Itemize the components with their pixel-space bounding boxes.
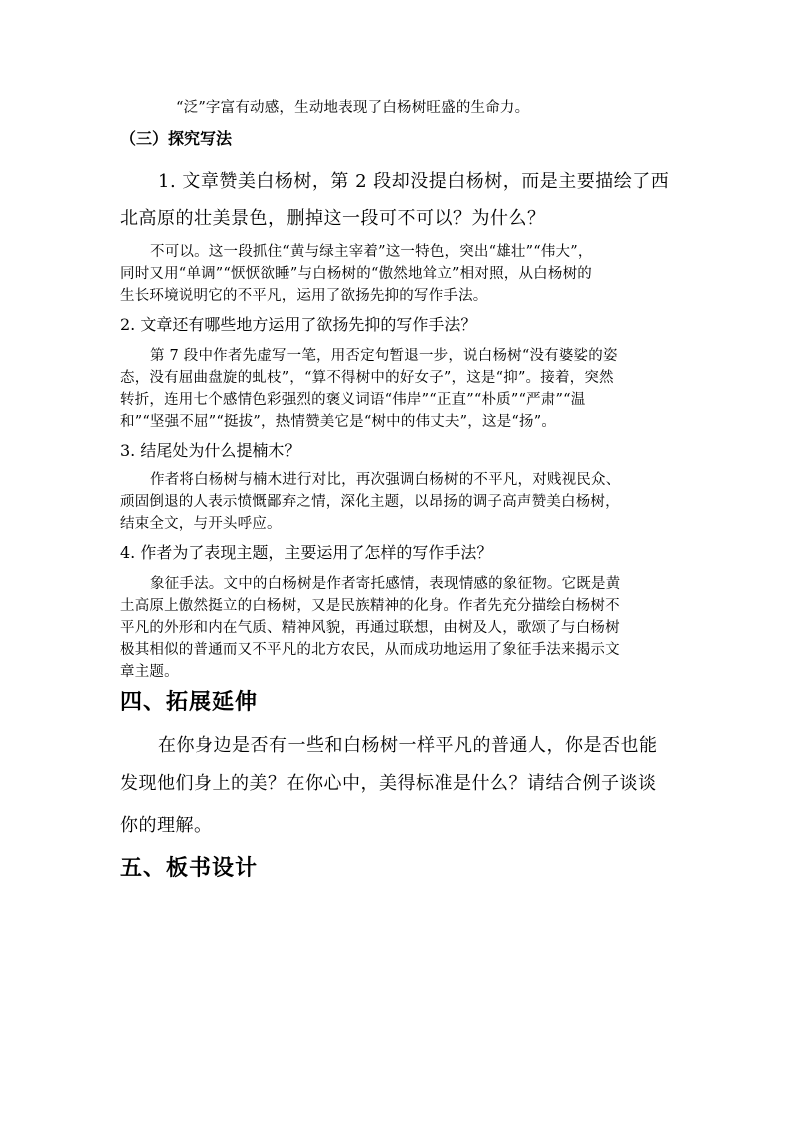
answer-4-line-5: 章主题。 [120,664,179,680]
top-note: “泛”字富有动感，生动地表现了白杨树旺盛的生命力。 [176,100,530,116]
subheading-explore-writing: （三）探究写法 [120,129,233,148]
answer-3-line-3: 结束全文，与开头呼应。 [120,516,282,532]
section-four-line-3: 你的理解。 [120,815,213,836]
answer-2-line-1: 第 7 段中作者先虚写一笔，用否定句暂退一步，说白杨树“没有婆娑的姿 [150,348,618,364]
answer-2-line-3: 转折，连用七个感情色彩强烈的褒义词语“伟岸”“正直”“朴质”“严肃”“温 [120,392,586,408]
question-1-line-2: 北高原的壮美景色，删掉这一段可不可以？为什么？ [120,208,546,229]
answer-4-line-3: 平凡的外形和内在气质、精神风貌，再通过联想，由树及人，歌颂了与白杨树 [120,620,620,636]
answer-1-line-3: 生长环境说明它的不平凡，运用了欲扬先抑的写作手法。 [120,288,488,304]
answer-3-line-2: 顽固倒退的人表示愤慨鄙弃之情，深化主题，以昂扬的调子高声赞美白杨树， [120,494,620,510]
section-four-line-1: 在你身边是否有一些和白杨树一样平凡的普通人，你是否也能 [158,735,658,756]
answer-2-line-2: 态，没有屈曲盘旋的虬枝”，“算不得树中的好女子”，这是“抑”。接着，突然 [120,370,614,386]
question-2: 2. 文章还有哪些地方运用了欲扬先抑的写作手法？ [120,315,477,334]
answer-4-line-4: 极其相似的普通而又不平凡的北方农民，从而成功地运用了象征手法来揭示文 [120,642,620,658]
answer-4-line-1: 象征手法。文中的白杨树是作者寄托感情，表现情感的象征物。它既是黄 [150,576,621,592]
section-five-heading: 五、板书设计 [120,856,259,881]
answer-2-line-4: 和”“坚强不屈”“挺拔”，热情赞美它是“树中的伟丈夫”，这是“扬”。 [120,414,557,430]
answer-1-line-1: 不可以。这一段抓住“黄与绿主宰着”这一特色，突出“雄壮”“伟大”， [150,244,593,260]
question-3: 3. 结尾处为什么提楠木？ [120,441,301,460]
answer-3-line-1: 作者将白杨树与楠木进行对比，再次强调白杨树的不平凡，对贱视民众、 [150,472,621,488]
answer-1-line-2: 同时又用“单调”“恹恹欲睡”与白杨树的“傲然地耸立”相对照，从白杨树的 [120,266,592,282]
question-4: 4. 作者为了表现主题，主要运用了怎样的写作手法？ [120,543,493,562]
section-four-heading: 四、拓展延伸 [120,690,259,715]
question-1-line-1: 1. 文章赞美白杨树，第 2 段却没提白杨树，而是主要描绘了西 [158,171,670,192]
section-four-line-2: 发现他们身上的美？在你心中，美得标准是什么？请结合例子谈谈 [120,773,657,794]
answer-4-line-2: 土高原上傲然挺立的白杨树，又是民族精神的化身。作者先充分描绘白杨树不 [120,598,620,614]
